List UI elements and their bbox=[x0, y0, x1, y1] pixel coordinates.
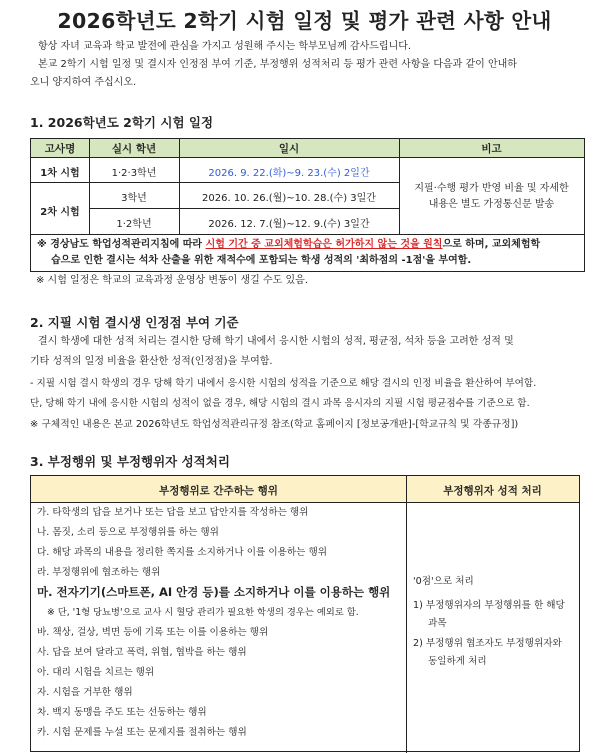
score-handling-title: '0점'으로 처리 bbox=[413, 576, 474, 587]
header-remark: 비고 bbox=[481, 143, 502, 155]
misconduct-item: 바. 책상, 걸상, 벽면 등에 기록 또는 이를 이용하는 행위 bbox=[37, 627, 269, 638]
misconduct-item: 차. 백지 동맹을 주도 또는 선동하는 행위 bbox=[37, 707, 207, 718]
intro-line-3: 오니 양지하여 주십시오. bbox=[30, 77, 137, 88]
misconduct-item-note: ※ 단, '1형 당뇨병'으로 교사 시 혈당 관리가 필요한 학생의 경우는 예외로 함. bbox=[47, 607, 359, 618]
section2-line-3: - 지필 시험 결시 학생의 경우 당해 학기 내에서 응시한 시험의 성적을 기준으로 해당 결시의 인정 비율을 환산하여 부여함. bbox=[30, 378, 537, 389]
note-1-highlight: 시험 기간 중 교외체험학습은 허가하지 않는 것을 원칙 bbox=[205, 239, 443, 250]
note-1-line-2: 습으로 인한 결시는 석차 산출을 위한 재적수에 포함되는 학생 성적의 '최하점의 -1점'을 부여함. bbox=[51, 255, 472, 266]
row1-exam-name: 1차 시험 bbox=[40, 168, 80, 179]
remark-line-2: 내용은 별도 가정통신문 발송 bbox=[428, 199, 555, 210]
section2-line-1: 결시 학생에 대한 성적 처리는 결시한 당해 학기 내에서 응시한 시험의 성적, 평균점, 석차 등을 고려한 성적 및 bbox=[38, 336, 514, 347]
intro-line-2: 본교 2학기 시험 일정 및 결시자 인정점 부여 기준, 부정행위 성적처리 등 평가 관련 사항을 다음과 같이 안내하 bbox=[38, 59, 517, 70]
note-1 bbox=[37, 237, 540, 252]
schedule-table bbox=[30, 138, 585, 272]
remark-text bbox=[399, 181, 584, 213]
row3-grade: 1·2학년 bbox=[116, 219, 152, 230]
misconduct-item: 아. 대리 시험을 치르는 행위 bbox=[37, 667, 155, 678]
misconduct-table bbox=[30, 475, 580, 752]
section2-line-4: 단, 당해 학기 내에 응시한 시험의 성적이 없을 경우, 해당 시험의 결시 과목 응시자의 지필 시험 평균점수를 기준으로 함. bbox=[30, 398, 530, 409]
remark-line-1: 지필·수행 평가 반영 비율 및 자세한 bbox=[414, 183, 569, 194]
row1-date: 2026. 9. 22.(화)~9. 23.(수) 2일간 bbox=[208, 168, 370, 179]
misconduct-item: 가. 타학생의 답을 보거나 또는 답을 보고 답안지를 작성하는 행위 bbox=[37, 507, 309, 518]
score-handling-2: 2) 부정행위 협조자도 부정행위자와 bbox=[413, 638, 562, 649]
header-misconduct-acts: 부정행위로 간주하는 행위 bbox=[159, 485, 278, 497]
misconduct-item: 나. 몸짓, 소리 등으로 부정행위를 하는 행위 bbox=[37, 527, 219, 538]
note-2: ※ 시험 일정은 학교의 교육과정 운영상 변동이 생길 수도 있음. bbox=[36, 275, 309, 286]
misconduct-item-electronics: 마. 전자기기(스마트폰, AI 안경 등)를 소지하거나 이를 이용하는 행위 bbox=[37, 585, 391, 599]
section3-heading: 3. 부정행위 및 부정행위자 성적처리 bbox=[30, 454, 230, 469]
misconduct-item: 다. 해당 과목의 내용을 정리한 쪽지를 소지하거나 이를 이용하는 행위 bbox=[37, 547, 327, 558]
misconduct-item: 카. 시험 문제를 누설 또는 문제지를 절취하는 행위 bbox=[37, 727, 247, 738]
intro-line-1: 항상 자녀 교육과 학교 발전에 관심을 가지고 성원해 주시는 학부모님께 감사드립니다. bbox=[38, 41, 412, 52]
row1-grade: 1·2·3학년 bbox=[111, 168, 157, 179]
score-handling-1: 1) 부정행위자의 부정행위를 한 해당 bbox=[413, 600, 565, 611]
misconduct-item: 자. 시험을 거부한 행위 bbox=[37, 687, 133, 698]
header-score-handling: 부정행위자 성적 처리 bbox=[443, 485, 542, 497]
row2-exam-name: 2차 시험 bbox=[40, 207, 80, 218]
note-1-part-a: ※ 경상남도 학업성적관리지침에 따라 bbox=[37, 239, 206, 250]
section1-heading: 1. 2026학년도 2학기 시험 일정 bbox=[30, 115, 214, 130]
misconduct-item: 사. 답을 보여 달라고 폭력, 위협, 협박을 하는 행위 bbox=[37, 647, 247, 658]
header-grade: 실시 학년 bbox=[111, 143, 157, 155]
note-1-part-b: 으로 하며, 교외체험학 bbox=[442, 239, 541, 250]
section2-line-2: 기타 성적의 일정 비율을 환산한 성적(인정점)을 부여함. bbox=[30, 356, 273, 367]
row3-date: 2026. 12. 7.(월)~12. 9.(수) 3일간 bbox=[208, 219, 370, 230]
score-handling-1-cont: 과목 bbox=[428, 618, 447, 629]
score-handling-2-cont: 동일하게 처리 bbox=[428, 656, 487, 667]
header-exam-name: 고사명 bbox=[44, 143, 76, 155]
section2-heading: 2. 지필 시험 결시생 인정점 부여 기준 bbox=[30, 315, 239, 330]
section2-line-5: ※ 구체적인 내용은 본교 2026학년도 학업성적관리규정 참조(학교 홈페이지 [정보공개판]-[학교규칙 및 각종규정]) bbox=[30, 419, 519, 430]
misconduct-item: 라. 부정행위에 협조하는 행위 bbox=[37, 567, 161, 578]
row2-grade: 3학년 bbox=[121, 193, 147, 204]
header-date: 일시 bbox=[278, 143, 300, 155]
row2-date: 2026. 10. 26.(월)~10. 28.(수) 3일간 bbox=[202, 193, 376, 204]
page-title: 2026학년도 2학기 시험 일정 및 평가 관련 사항 안내 bbox=[57, 9, 552, 33]
